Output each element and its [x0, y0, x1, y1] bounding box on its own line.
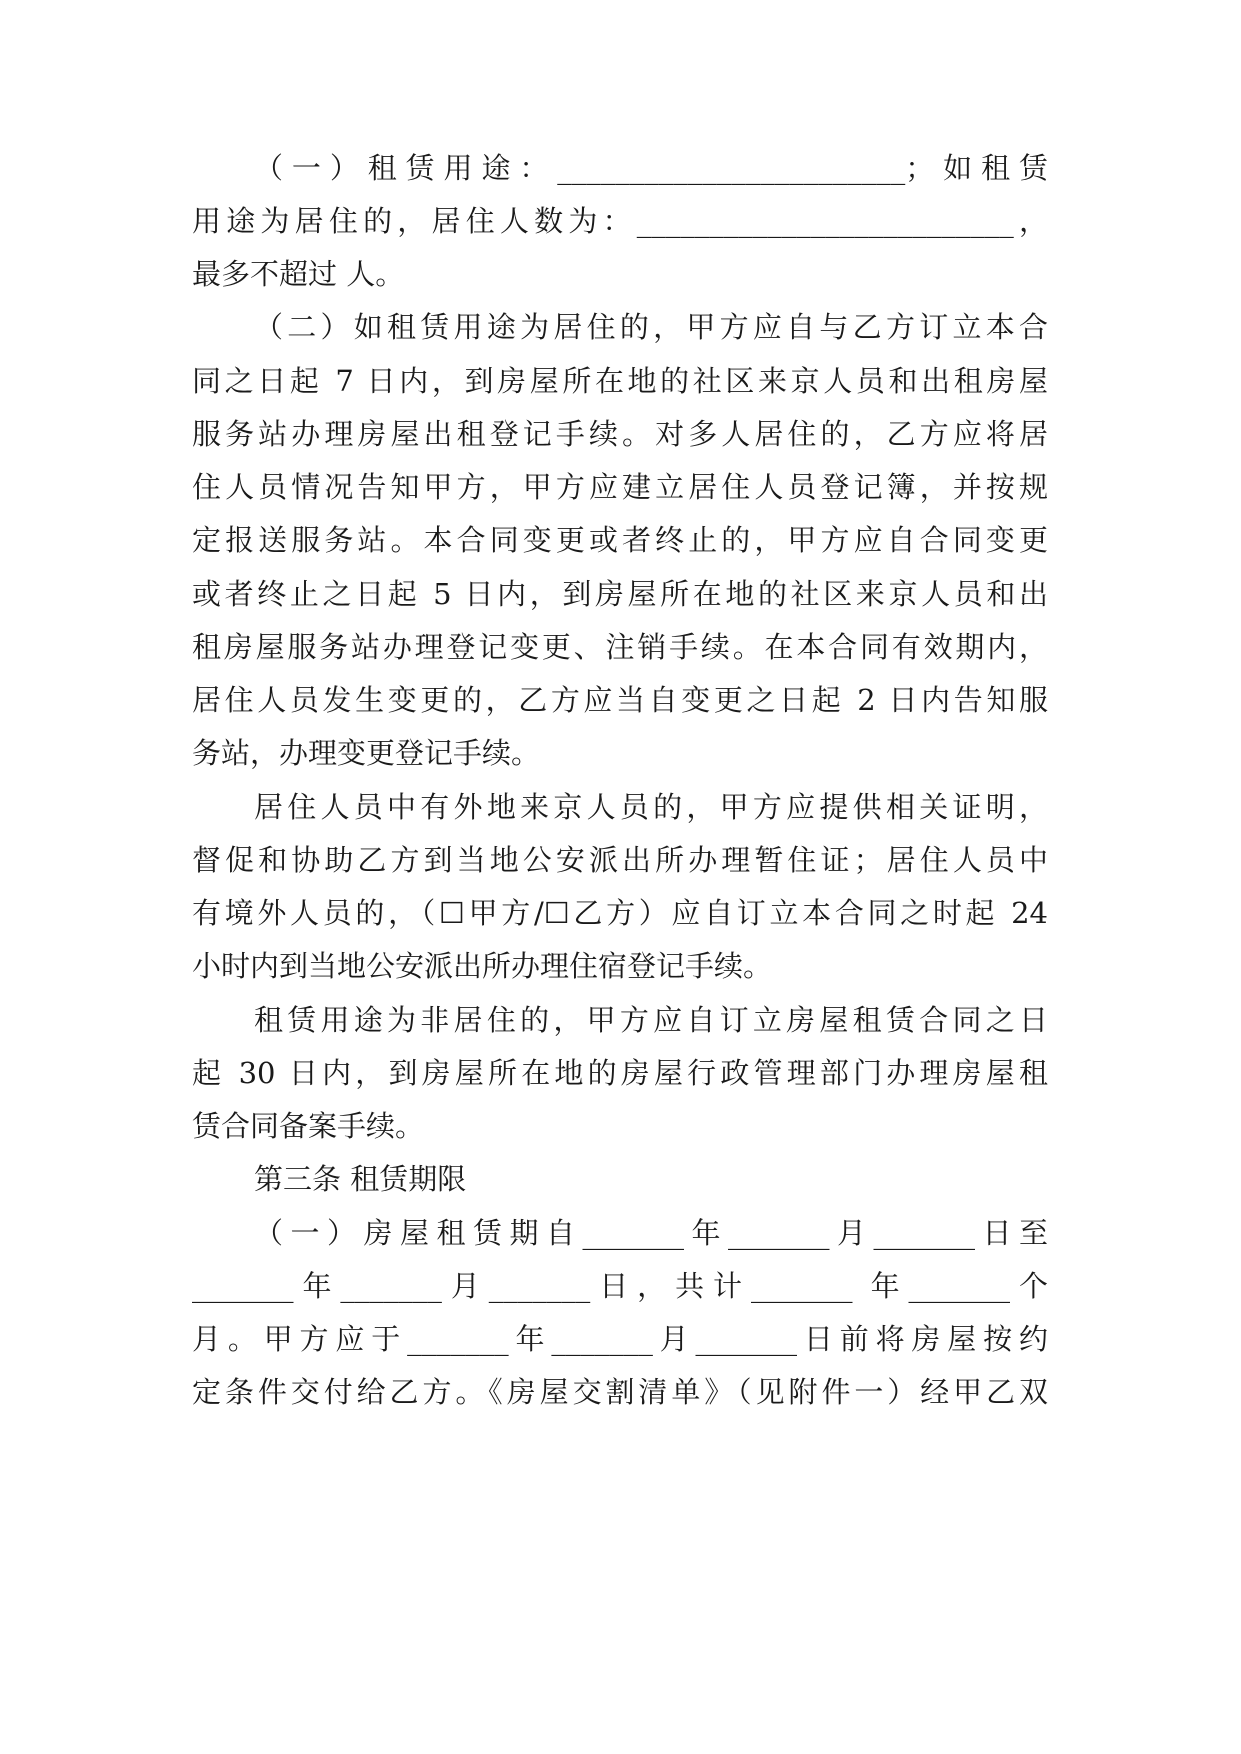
text-line: （一）房屋租赁期自_______年_______月_______日至 — [254, 1216, 1048, 1250]
text-line: 同之日起 7 日内，到房屋所在地的社区来京人员和出租房屋 — [192, 364, 1048, 398]
text-line: 月。甲方应于_______年_______月_______日前将房屋按约 — [192, 1322, 1048, 1356]
text-line: （一）租赁用途：________________________；如租赁 — [254, 151, 1048, 185]
text-line: 定条件交付给乙方。《房屋交割清单》（见附件一）经甲乙双 — [192, 1375, 1048, 1409]
text-line: 起 30 日内，到房屋所在地的房屋行政管理部门办理房屋租 — [192, 1056, 1048, 1090]
text-line: 最多不超过 人。 — [192, 257, 405, 291]
text-line: 用途为居住的，居住人数为：__________________________， — [192, 204, 1048, 238]
text-line: _______年_______月_______日，共计_______ 年_______个 — [192, 1269, 1048, 1303]
text-line: 务站，办理变更登记手续。 — [192, 736, 541, 770]
text-line: 定报送服务站。本合同变更或者终止的，甲方应自合同变更 — [192, 523, 1048, 557]
text-line: 有境外人员的，（☐甲方/☐乙方）应自订立本合同之时起 24 — [192, 896, 1048, 930]
text-line: （二）如租赁用途为居住的，甲方应自与乙方订立本合 — [254, 310, 1048, 344]
text-line: 租房屋服务站办理登记变更、注销手续。在本合同有效期内， — [192, 630, 1048, 664]
text-line: 居住人员发生变更的，乙方应当自变更之日起 2 日内告知服 — [192, 683, 1048, 717]
text-line: 督促和协助乙方到当地公安派出所办理暂住证；居住人员中 — [192, 843, 1048, 877]
section-heading: 第三条 租赁期限 — [254, 1162, 467, 1196]
text-line: 居住人员中有外地来京人员的，甲方应提供相关证明， — [254, 790, 1048, 824]
text-line: 或者终止之日起 5 日内，到房屋所在地的社区来京人员和出 — [192, 577, 1048, 611]
text-line: 小时内到当地公安派出所办理住宿登记手续。 — [192, 949, 773, 983]
text-line: 租赁用途为非居住的，甲方应自订立房屋租赁合同之日 — [254, 1003, 1048, 1037]
text-line: 住人员情况告知甲方，甲方应建立居住人员登记簿，并按规 — [192, 470, 1048, 504]
text-line: 赁合同备案手续。 — [192, 1109, 425, 1143]
text-line: 服务站办理房屋出租登记手续。对多人居住的，乙方应将居 — [192, 417, 1048, 451]
